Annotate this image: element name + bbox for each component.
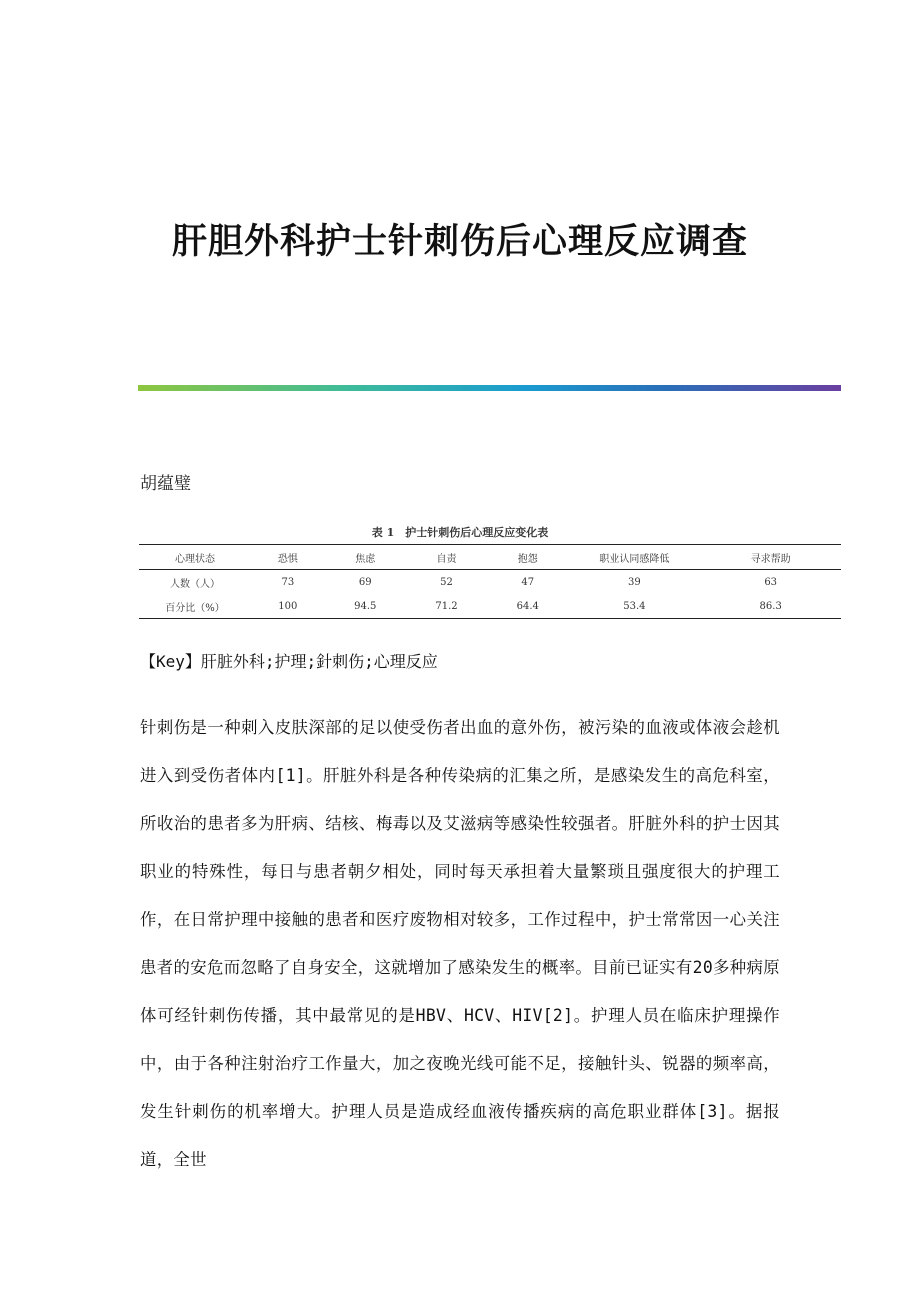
decorative-gradient-bar	[138, 385, 841, 391]
table-cell: 94.5	[325, 594, 406, 619]
table-header-row	[139, 545, 841, 570]
table-cell: 63	[764, 576, 778, 588]
table-cell: 47	[521, 576, 535, 588]
body-paragraph: 针刺伤是一种刺入皮肤深部的足以使受伤者出血的意外伤，被污染的血液或体液会趁机进入到受伤者体内[1]。肝脏外科是各种传染病的汇集之所，是感染发生的高危科室，所收治的患者多为肝病、结核、梅毒以及艾滋病等感染性较强者。肝脏外科的护士因其职业的特殊性，每日与患者朝夕相处，同时每天承担着大量繁琐且强度很大的护理工作，在日常护理中接触的患者和医疗废物相对较多，工作过程中，护士常常因一心关注患者的安危而忽略了自身安全，这就增加了感染发生的概率。目前已证实有20多种病原体可经针刺伤传播，其中最常见的是HBV、HCV、HIV[2]。护理人员在临床护理操作中，由于各种注射治疗工作量大，加之夜晚光线可能不足，接触针头、锐器的频率高，发生针刺伤的机率增大。护理人员是造成经血液传播疾病的高危职业群体[3]。据报道，全世	[140, 718, 780, 1169]
table-cell: 64.4	[487, 594, 568, 619]
table-header-cell: 心理状态	[139, 545, 251, 570]
table-cell: 100	[251, 594, 325, 619]
psych-reaction-table	[139, 544, 841, 619]
table-cell: 73	[281, 576, 295, 588]
table-row	[139, 594, 841, 619]
table-cell: 71.2	[406, 594, 487, 619]
table-cell: 百分比（%）	[139, 594, 251, 619]
table-header-cell: 自责	[406, 545, 487, 570]
table-header-cell: 职业认同感降低	[568, 545, 700, 570]
table-cell: 53.4	[568, 594, 700, 619]
table-header-cell: 抱怨	[487, 545, 568, 570]
table-cell: 人数（人）	[170, 578, 220, 590]
author-name: 胡蕴璧	[140, 474, 191, 494]
keywords-line: 【Key】肝脏外科;护理;針刺伤;心理反应	[140, 652, 438, 671]
table-cell: 52	[440, 576, 453, 588]
table-row	[139, 570, 841, 595]
table-header-cell: 焦虑	[325, 545, 406, 570]
table-caption: 表 1 护士针刺伤后心理反应变化表	[371, 526, 549, 539]
table-cell: 69	[358, 576, 372, 588]
document-title: 肝胆外科护士针刺伤后心理反应调查	[171, 221, 748, 262]
table-header-cell: 寻求帮助	[700, 545, 841, 570]
table-cell: 86.3	[700, 594, 841, 619]
table-header-cell: 恐惧	[251, 545, 325, 570]
table-cell: 39	[627, 576, 641, 588]
